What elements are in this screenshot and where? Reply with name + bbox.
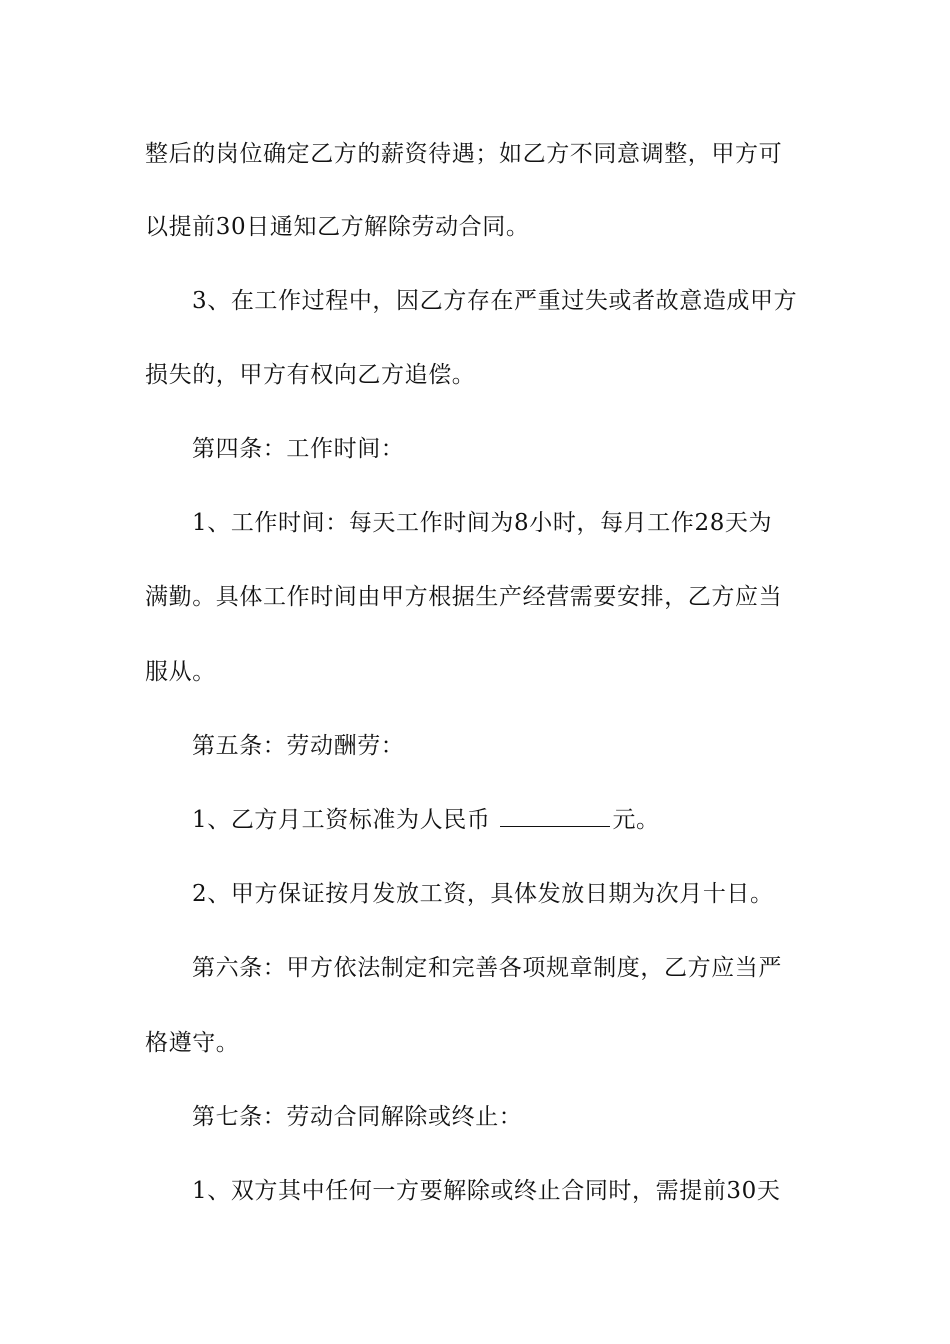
paragraph-line: 2、甲方保证按月发放工资，具体发放日期为次月十日。: [192, 881, 774, 907]
paragraph-line: 服从。: [145, 659, 216, 685]
paragraph-line: 格遵守。: [145, 1030, 240, 1056]
paragraph-line: 满勤。具体工作时间由甲方根据生产经营需要安排，乙方应当: [145, 584, 783, 610]
paragraph-line: 1、工作时间：每天工作时间为8小时，每月工作28天为: [192, 510, 773, 536]
article-heading: 第六条：甲方依法制定和完善各项规章制度，乙方应当严: [192, 955, 782, 981]
paragraph-line: 3、在工作过程中，因乙方存在严重过失或者故意造成甲方: [192, 288, 798, 314]
salary-line: [192, 804, 872, 836]
paragraph-line: 损失的，甲方有权向乙方追偿。: [145, 362, 476, 388]
salary-line-prefix: 1、乙方月工资标准为人民币: [192, 807, 491, 833]
article-heading: 第四条：工作时间：: [192, 436, 405, 462]
paragraph-line: 以提前30日通知乙方解除劳动合同。: [145, 214, 530, 240]
paragraph-line: 整后的岗位确定乙方的薪资待遇；如乙方不同意调整，甲方可: [145, 141, 783, 167]
article-heading: 第七条：劳动合同解除或终止：: [192, 1104, 523, 1130]
salary-amount-blank: [500, 806, 610, 827]
paragraph-line: 1、双方其中任何一方要解除或终止合同时，需提前30天: [192, 1178, 781, 1204]
article-heading: 第五条：劳动酬劳：: [192, 733, 405, 759]
salary-line-suffix: 元。: [612, 807, 660, 833]
